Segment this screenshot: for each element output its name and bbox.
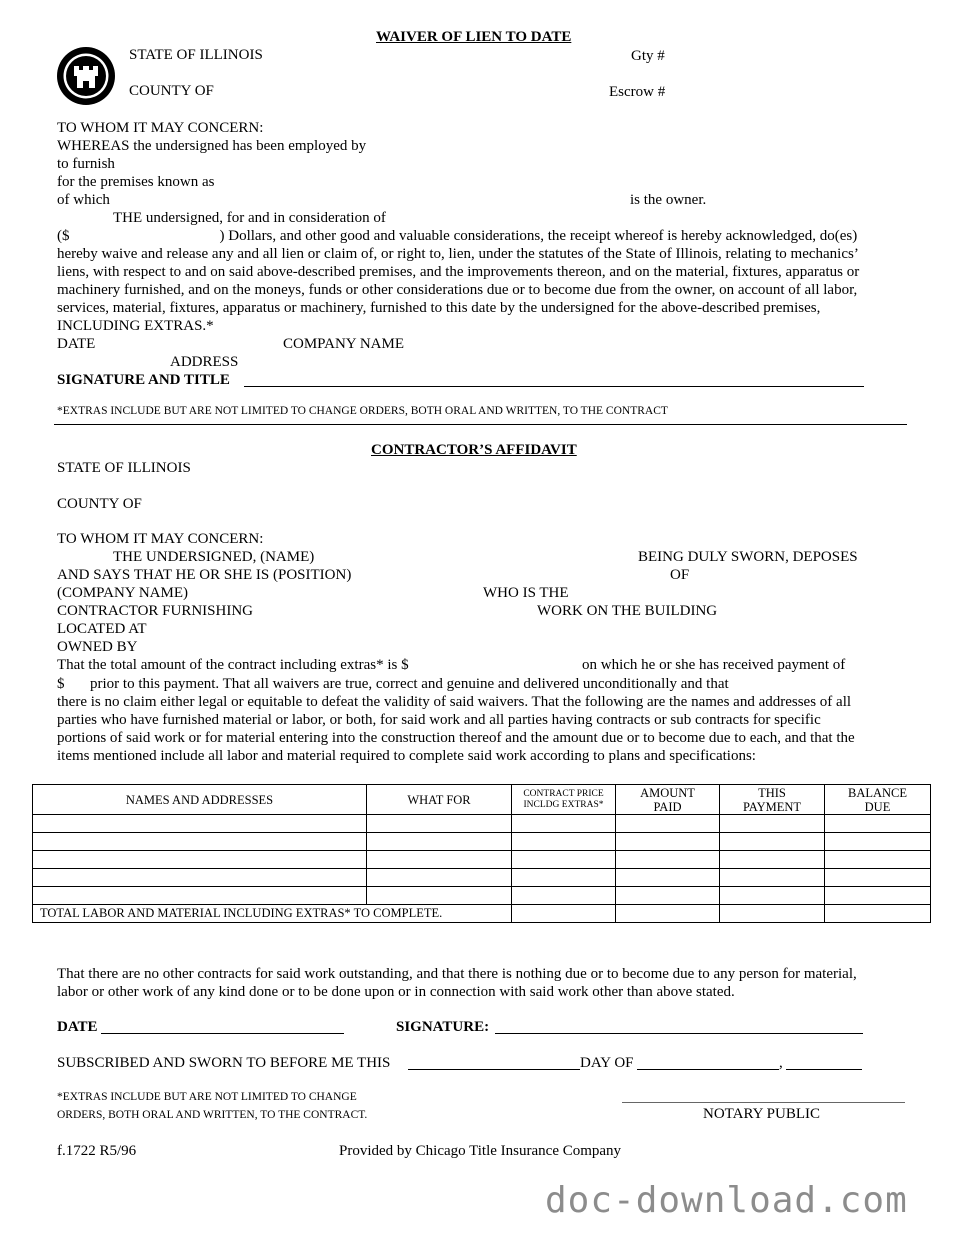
affidavit-day-of: DAY OF — [580, 1055, 634, 1071]
col-balance-due: BALANCE DUE — [825, 785, 931, 815]
waiver-whereas: WHEREAS the undersigned has been employed by — [57, 138, 367, 154]
table-cell[interactable] — [512, 851, 616, 869]
table-header-row — [33, 785, 931, 815]
waiver-signature-line[interactable] — [244, 386, 864, 387]
affidavit-comma: , — [779, 1055, 783, 1071]
subscribed-day-line[interactable] — [408, 1069, 580, 1070]
table-cell[interactable] — [367, 851, 512, 869]
affidavit-located: LOCATED AT — [57, 621, 147, 637]
table-cell[interactable] — [825, 833, 931, 851]
affidavit-body-line: portions of said work or for material entering into the construction thereof and the amount due or to become due to each, and that the — [57, 730, 855, 746]
affidavit-work-on: WORK ON THE BUILDING — [537, 603, 718, 619]
affidavit-owned: OWNED BY — [57, 639, 138, 655]
affidavit-body-line: items mentioned include all labor and material required to complete said work according to plans and specifications: — [57, 748, 756, 764]
watermark-text: doc-download.com — [545, 1180, 908, 1221]
table-cell[interactable] — [720, 905, 825, 923]
table-cell[interactable] — [512, 887, 616, 905]
notary-signature-line[interactable] — [622, 1102, 905, 1103]
table-cell[interactable] — [720, 887, 825, 905]
waiver-footnote: *EXTRAS INCLUDE BUT ARE NOT LIMITED TO CHANGE ORDERS, BOTH ORAL AND WRITTEN, TO THE CONTRACT — [57, 405, 668, 417]
waiver-escrow: Escrow # — [609, 84, 666, 100]
affidavit-body-line: prior to this payment. That all waivers are true, correct and genuine and delivered unconditionally and that — [90, 676, 729, 692]
castle-seal-icon — [56, 46, 116, 106]
affidavit-footnote-line: ORDERS, BOTH ORAL AND WRITTEN, TO THE CONTRACT. — [57, 1109, 368, 1121]
affidavit-signature-line[interactable] — [495, 1033, 863, 1034]
affidavit-closing-line: That there are no other contracts for said work outstanding, and that there is nothing due or to become due to any person for material, — [57, 966, 857, 982]
table-total-label: TOTAL LABOR AND MATERIAL INCLUDING EXTRAS* TO COMPLETE. — [33, 905, 512, 923]
affidavit-total-line: That the total amount of the contract including extras* is $ — [57, 657, 409, 673]
table-cell[interactable] — [825, 905, 931, 923]
table-cell[interactable] — [33, 887, 367, 905]
affidavit-body-line: there is no claim either legal or equitable to defeat the validity of said waivers. That the following are the names and addresses of all — [57, 694, 852, 710]
waiver-of-which: of which — [57, 192, 110, 208]
table-cell[interactable] — [720, 833, 825, 851]
col-names-addresses: NAMES AND ADDRESSES — [33, 785, 367, 815]
waiver-gty: Gty # — [631, 48, 665, 64]
waiver-body-line: ($ ) Dollars, and other good and valuable considerations, the receipt whereof is hereby acknowledged, do(es) — [57, 228, 858, 244]
table-cell[interactable] — [367, 833, 512, 851]
affidavit-to-whom: TO WHOM IT MAY CONCERN: — [57, 531, 264, 547]
section-divider — [54, 424, 907, 425]
col-what-for: WHAT FOR — [367, 785, 512, 815]
table-row — [33, 833, 931, 851]
table-cell[interactable] — [616, 815, 720, 833]
table-cell[interactable] — [720, 815, 825, 833]
table-cell[interactable] — [512, 833, 616, 851]
table-cell[interactable] — [616, 869, 720, 887]
waiver-body-line: services, material, fixtures, apparatus or machinery, furnished to this date by the undersigned for the above-described premises, — [57, 300, 821, 316]
affidavit-state: STATE OF ILLINOIS — [57, 460, 191, 476]
col-this-payment: THIS PAYMENT — [720, 785, 825, 815]
notary-public-label: NOTARY PUBLIC — [703, 1106, 821, 1122]
affidavit-who-is: WHO IS THE — [483, 585, 569, 601]
affidavit-company: (COMPANY NAME) — [57, 585, 188, 601]
affidavit-dollar: $ — [57, 676, 65, 692]
affidavit-received: on which he or she has received payment of — [582, 657, 846, 673]
table-cell[interactable] — [367, 869, 512, 887]
waiver-body-line: liens, with respect to and on said above-described premises, and the improvements thereon, and on the material, fixtures, apparatus or — [57, 264, 860, 280]
affidavit-undersigned: THE UNDERSIGNED, (NAME) — [113, 549, 315, 565]
table-cell[interactable] — [512, 905, 616, 923]
table-cell[interactable] — [33, 833, 367, 851]
waiver-county: COUNTY OF — [129, 83, 214, 99]
subscribed-year-line[interactable] — [786, 1069, 862, 1070]
table-cell[interactable] — [367, 887, 512, 905]
col-contract-price: CONTRACT PRICE INCLDG EXTRAS* — [512, 785, 616, 815]
affidavit-county: COUNTY OF — [57, 496, 142, 512]
affidavit-says: AND SAYS THAT HE OR SHE IS (POSITION) — [57, 567, 352, 583]
table-row — [33, 887, 931, 905]
waiver-state: STATE OF ILLINOIS — [129, 47, 263, 63]
affidavit-of: OF — [670, 567, 690, 583]
waiver-date-label: DATE — [57, 336, 96, 352]
waiver-consideration: THE undersigned, for and in consideration of — [113, 210, 386, 226]
waiver-title: WAIVER OF LIEN TO DATE — [376, 29, 572, 45]
waiver-to-whom: TO WHOM IT MAY CONCERN: — [57, 120, 264, 136]
affidavit-closing-line: labor or other work of any kind done or to be done upon or in connection with said work other than above stated. — [57, 984, 735, 1000]
table-cell[interactable] — [825, 887, 931, 905]
subscribed-month-line[interactable] — [637, 1069, 779, 1070]
table-row — [33, 851, 931, 869]
affidavit-contractor: CONTRACTOR FURNISHING — [57, 603, 253, 619]
table-cell[interactable] — [33, 869, 367, 887]
col-amount-paid: AMOUNT PAID — [616, 785, 720, 815]
waiver-premises: for the premises known as — [57, 174, 215, 190]
table-cell[interactable] — [720, 869, 825, 887]
affidavit-signature-label: SIGNATURE: — [396, 1019, 490, 1035]
form-id: f.1722 R5/96 — [57, 1143, 137, 1159]
waiver-company-label: COMPANY NAME — [283, 336, 404, 352]
table-cell[interactable] — [616, 851, 720, 869]
provider-text: Provided by Chicago Title Insurance Company — [339, 1143, 622, 1159]
table-cell[interactable] — [616, 833, 720, 851]
table-cell[interactable] — [512, 815, 616, 833]
table-cell[interactable] — [616, 887, 720, 905]
table-row — [33, 815, 931, 833]
parties-table — [32, 784, 931, 923]
table-cell[interactable] — [616, 905, 720, 923]
table-total-row — [33, 905, 931, 923]
waiver-signature-label: SIGNATURE AND TITLE — [57, 372, 230, 388]
table-cell[interactable] — [825, 869, 931, 887]
affidavit-title: CONTRACTOR’S AFFIDAVIT — [371, 442, 577, 458]
waiver-to-furnish: to furnish — [57, 156, 115, 172]
table-cell[interactable] — [720, 851, 825, 869]
table-cell[interactable] — [512, 869, 616, 887]
table-row — [33, 869, 931, 887]
waiver-body-line: hereby waive and release any and all lien or claim of, or right to, lien, under the statutes of the State of Illinois, relating to mechanics’ — [57, 246, 859, 262]
waiver-owner: is the owner. — [630, 192, 707, 208]
table-cell[interactable] — [825, 851, 931, 869]
table-cell[interactable] — [367, 815, 512, 833]
affidavit-footnote-line: *EXTRAS INCLUDE BUT ARE NOT LIMITED TO CHANGE — [57, 1091, 357, 1103]
affidavit-body-line: parties who have furnished material or labor, or both, for said work and all parties having contracts or sub contracts for specific — [57, 712, 821, 728]
waiver-body-line: INCLUDING EXTRAS.* — [57, 318, 214, 334]
table-cell[interactable] — [33, 851, 367, 869]
affidavit-duly-sworn: BEING DULY SWORN, DEPOSES — [638, 549, 858, 565]
waiver-address-label: ADDRESS — [170, 354, 239, 370]
affidavit-subscribed: SUBSCRIBED AND SWORN TO BEFORE ME THIS — [57, 1055, 391, 1071]
waiver-body-line: machinery furnished, and on the moneys, funds or other considerations due or to become due from the owner, on account of all labor, — [57, 282, 858, 298]
affidavit-date-label: DATE — [57, 1019, 98, 1035]
table-cell[interactable] — [33, 815, 367, 833]
affidavit-date-line[interactable] — [101, 1033, 344, 1034]
table-cell[interactable] — [825, 815, 931, 833]
